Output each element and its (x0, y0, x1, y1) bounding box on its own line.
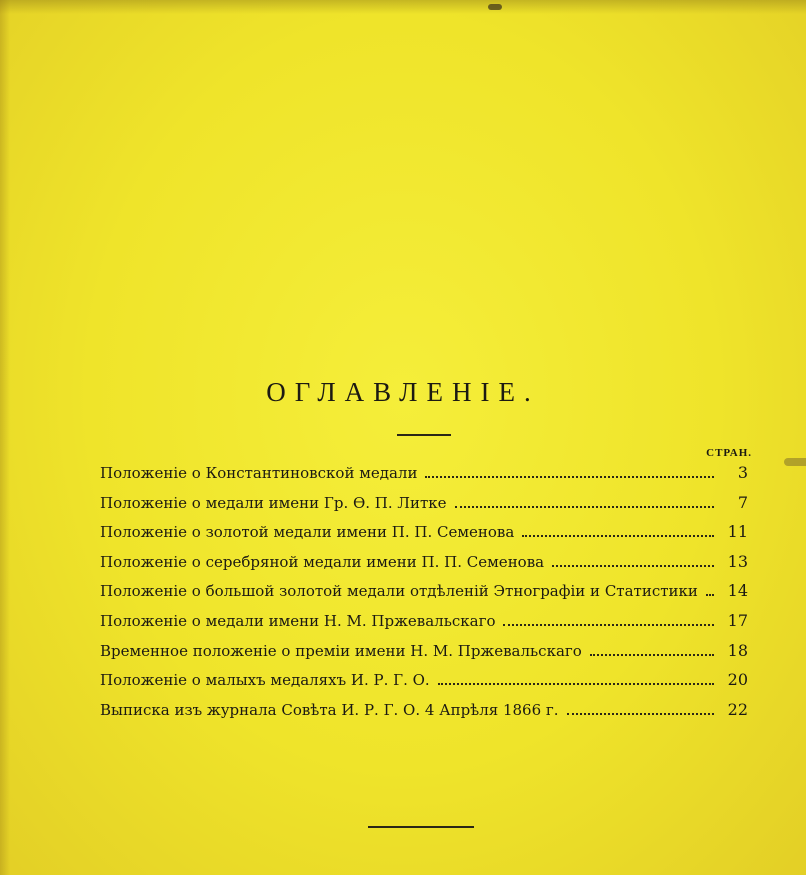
ink-blot (488, 4, 502, 10)
dot-leader (455, 506, 715, 508)
toc-entry (100, 522, 748, 552)
page-column-header: СТРАН. (706, 447, 752, 459)
dot-leader (522, 535, 714, 537)
toc-entry-title: Положенiе о большой золотой медали отдѣленiй Этнографiи и Статистики (100, 582, 698, 601)
dot-leader (567, 713, 714, 715)
toc-entry-page: 11 (727, 522, 748, 542)
toc-entry (100, 552, 748, 582)
table-of-contents (100, 463, 748, 729)
toc-entry-page: 3 (737, 463, 748, 482)
toc-entry-title: Положенiе о медали имени Гр. Ѳ. П. Литке (100, 493, 447, 512)
bottom-divider (368, 826, 474, 828)
page-tab-mark (784, 458, 806, 466)
toc-entry (100, 670, 748, 700)
dot-leader (438, 683, 714, 685)
dot-leader (503, 624, 714, 626)
toc-entry-title: Временное положенiе о премiи имени Н. М. Пржевальскаго (100, 641, 582, 660)
toc-entry-title: Положенiе о малыхъ медаляхъ И. Р. Г. О. (100, 671, 430, 690)
page-edge-shadow-left (0, 0, 10, 875)
toc-entry (100, 581, 748, 611)
dot-leader (706, 594, 714, 596)
toc-entry-page: 17 (727, 610, 748, 630)
dot-leader (590, 654, 714, 656)
dot-leader (552, 565, 714, 567)
toc-entry-title: Положенiе о медали имени Н. М. Пржевальскаго (100, 611, 496, 630)
toc-entry-page: 18 (727, 640, 748, 660)
toc-entry-title: Положенiе о серебряной медали имени П. П. Семенова (100, 552, 545, 571)
toc-entry (100, 641, 748, 671)
title-divider (397, 434, 451, 436)
page-title: ОГЛАВЛЕНIЕ. (266, 377, 540, 407)
toc-entry (100, 493, 748, 523)
toc-entry-page: 20 (727, 670, 748, 690)
toc-entry (100, 611, 748, 641)
toc-entry-page: 13 (727, 551, 748, 571)
toc-entry-page: 14 (727, 581, 748, 601)
toc-entry-page: 7 (737, 492, 748, 512)
toc-entry-page: 22 (727, 699, 748, 719)
dot-leader (425, 476, 714, 478)
toc-entry (100, 700, 748, 730)
toc-entry-title: Выписка изъ журнала Совѣта И. Р. Г. О. 4 Апрѣля 1866 г. (100, 700, 559, 719)
toc-entry-title: Положенiе о Константиновской медали (100, 464, 418, 482)
toc-entry-title: Положенiе о золотой медали имени П. П. Семенова (100, 523, 515, 542)
toc-entry (100, 463, 748, 493)
page-edge-shadow-top (0, 0, 806, 14)
